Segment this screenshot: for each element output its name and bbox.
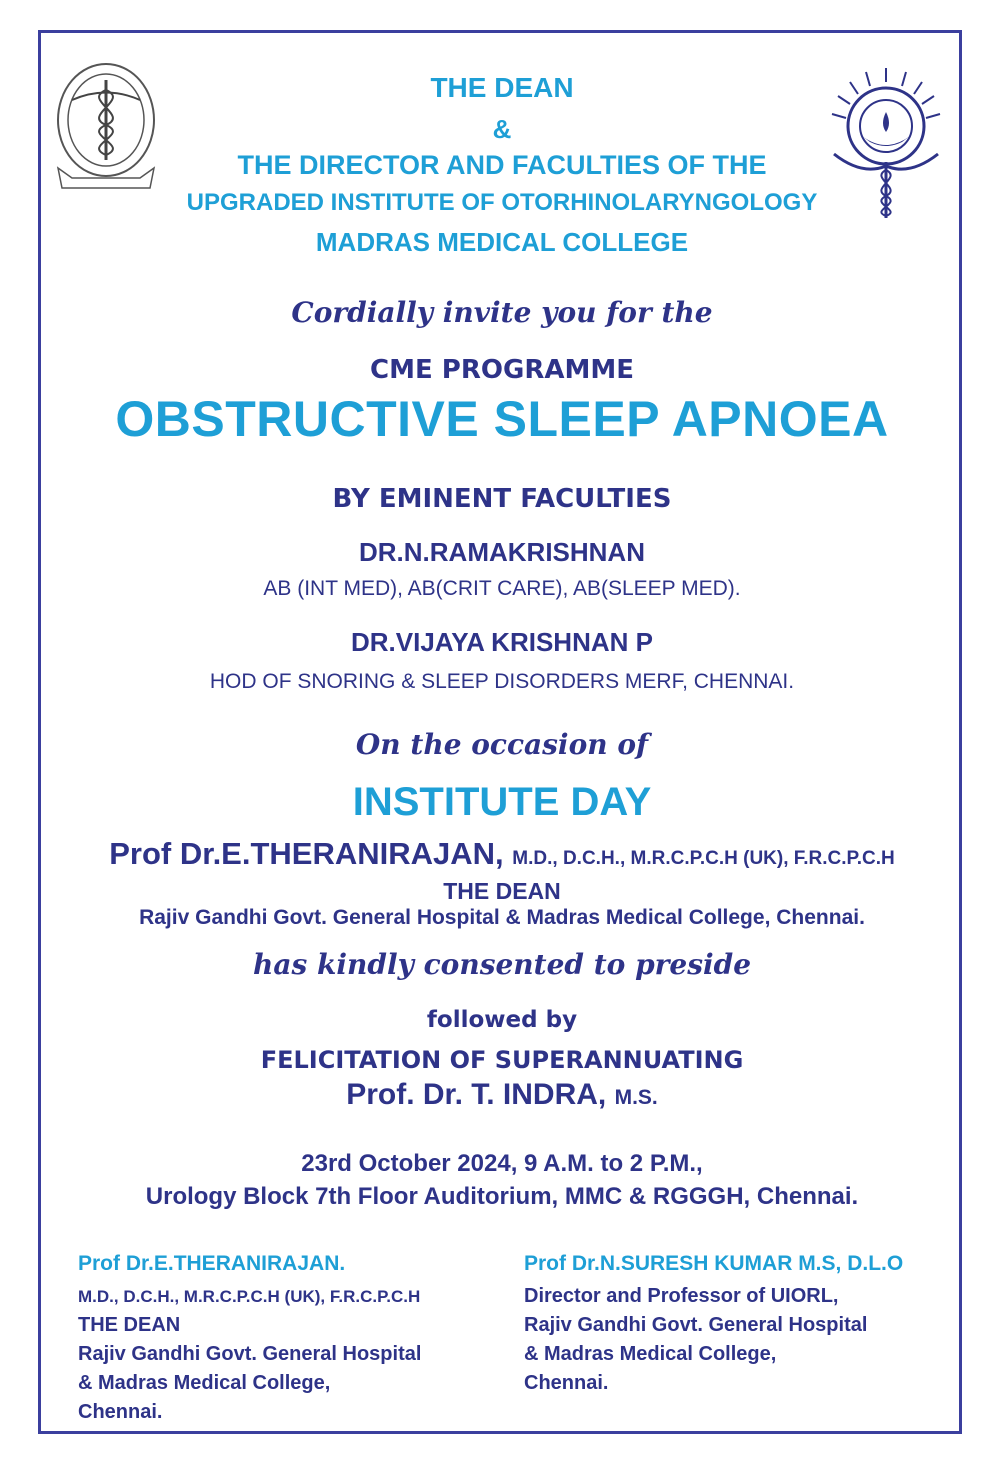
signatory-right-line-2: Rajiv Gandhi Govt. General Hospital: [524, 1314, 868, 1336]
presider-affiliation: Rajiv Gandhi Govt. General Hospital & Madras Medical College, Chennai.: [139, 906, 865, 929]
honoree-line: [0, 1078, 1004, 1112]
presider-line: [0, 836, 1004, 872]
faculty-detail-1: AB (INT MED), AB(CRIT CARE), AB(SLEEP MED).: [263, 577, 741, 600]
faculty-name-1: DR.N.RAMAKRISHNAN: [359, 537, 645, 567]
followed-by-text: followed by: [426, 1007, 578, 1033]
occasion-text: On the occasion of: [355, 728, 649, 761]
event-date-time: 23rd October 2024, 9 A.M. to 2 P.M.,: [301, 1150, 703, 1177]
signatory-right-line-3: & Madras Medical College,: [524, 1343, 777, 1365]
signatory-left-line-4: & Madras Medical College,: [78, 1372, 331, 1394]
faculty-detail-2: HOD OF SNORING & SLEEP DISORDERS MERF, CHENNAI.: [209, 670, 795, 693]
honoree-qualification: M.S.: [614, 1086, 658, 1109]
signatory-left-line-3: Rajiv Gandhi Govt. General Hospital: [78, 1343, 422, 1365]
presider-qualifications: M.D., D.C.H., M.R.C.P.C.H (UK), F.R.C.P.C.H: [512, 848, 895, 869]
signatory-left-line-2: THE DEAN: [78, 1314, 181, 1336]
felicitation-heading: FELICITATION OF SUPERANNUATING: [260, 1046, 744, 1074]
event-venue: Urology Block 7th Floor Auditorium, MMC & RGGGH, Chennai.: [145, 1183, 859, 1210]
signatory-left-line-5: Chennai.: [78, 1401, 163, 1423]
signatory-left-line-1: M.D., D.C.H., M.R.C.P.C.H (UK), F.R.C.P.C.H: [78, 1287, 421, 1306]
header-institute: UPGRADED INSTITUTE OF OTORHINOLARYNGOLOGY: [186, 189, 818, 216]
header-college: MADRAS MEDICAL COLLEGE: [315, 227, 689, 257]
topic-title: OBSTRUCTIVE SLEEP APNOEA: [115, 391, 889, 447]
programme-label: CME PROGRAMME: [370, 355, 634, 385]
presider-title: THE DEAN: [443, 878, 561, 904]
faculties-heading: BY EMINENT FACULTIES: [332, 484, 672, 514]
faculty-name-2: DR.VIJAYA KRISHNAN P: [351, 627, 653, 657]
presider-name: Prof Dr.E.THERANIRAJAN,: [109, 836, 504, 871]
header-director: THE DIRECTOR AND FACULTIES OF THE: [237, 150, 767, 180]
header-the-dean: THE DEAN: [430, 72, 574, 103]
signatory-right-name: Prof Dr.N.SURESH KUMAR M.S, D.L.O: [524, 1252, 904, 1275]
signatory-left: [78, 1252, 421, 1427]
signatory-right: [524, 1252, 903, 1398]
invite-text: Cordially invite you for the: [291, 296, 713, 329]
event-title: INSTITUTE DAY: [352, 780, 652, 824]
signatory-right-line-1: Director and Professor of UIORL,: [524, 1285, 839, 1307]
signatory-right-line-4: Chennai.: [524, 1372, 609, 1394]
signatory-left-name: Prof Dr.E.THERANIRAJAN.: [78, 1252, 346, 1275]
honoree-name: Prof. Dr. T. INDRA,: [346, 1078, 607, 1111]
preside-text: has kindly consented to preside: [252, 948, 752, 981]
header-ampersand: &: [492, 114, 512, 144]
